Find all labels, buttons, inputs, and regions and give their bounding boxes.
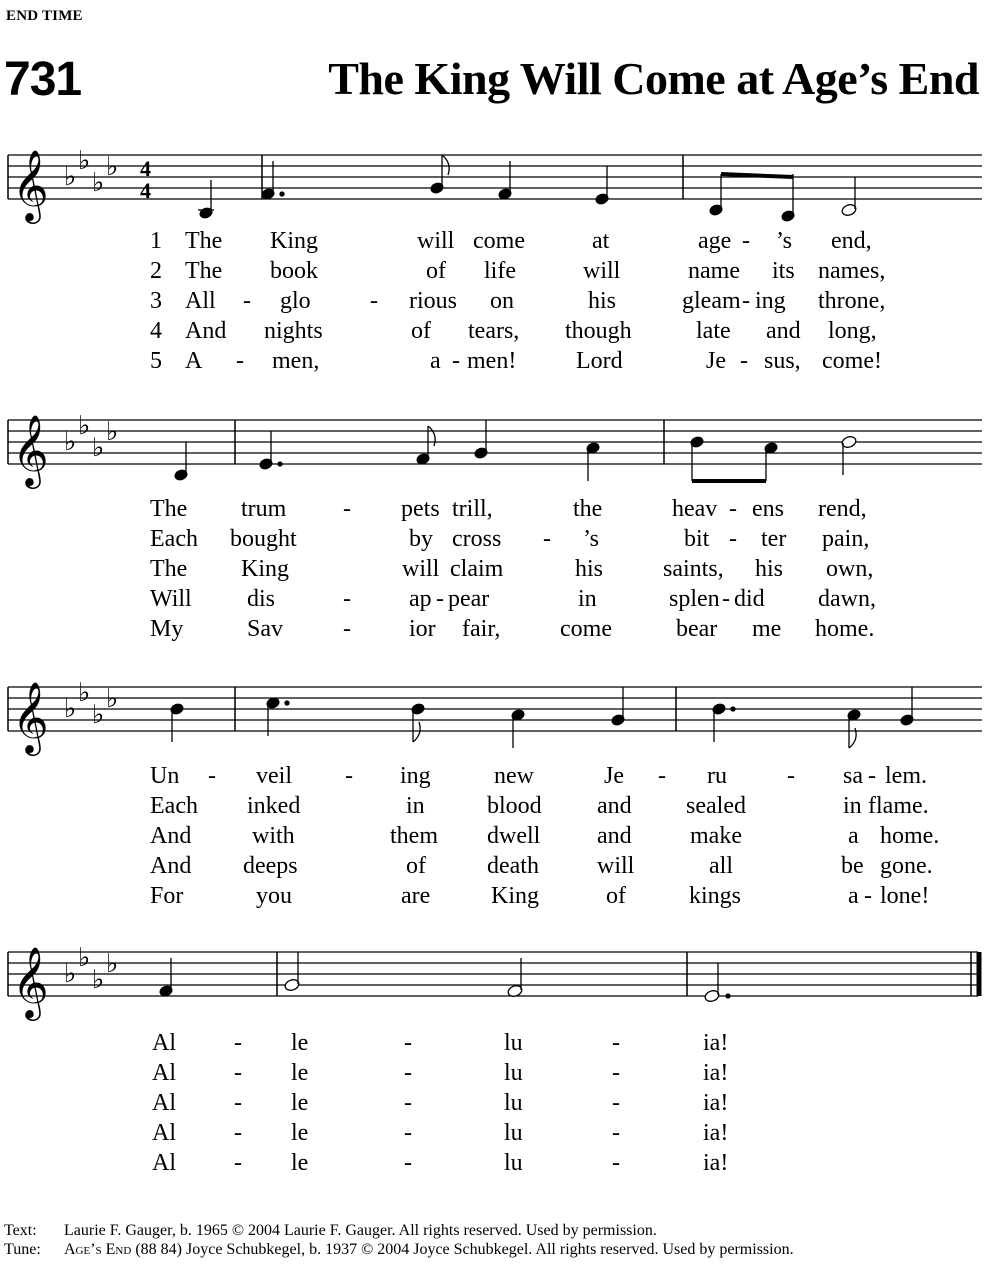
lyric-syllable: ap (409, 586, 432, 612)
lyric-syllable: lu (504, 1030, 523, 1056)
lyric-syllable: - (612, 1060, 620, 1086)
lyric-syllable: Sav (247, 616, 283, 642)
lyric-syllable: The (185, 258, 223, 284)
lyric-syllable: glo (280, 288, 311, 314)
lyric-syllable: 1 (150, 228, 162, 254)
lyric-syllable: - (234, 1030, 242, 1056)
lyric-syllable: The (150, 556, 188, 582)
svg-text:♭: ♭ (78, 678, 91, 708)
lyric-syllable: bought (230, 526, 297, 552)
lyric-syllable: le (291, 1090, 309, 1116)
lyric-syllable: at (592, 228, 610, 254)
lyric-syllable: - (234, 1150, 242, 1176)
lyric-syllable: And (150, 823, 192, 849)
lyric-syllable: - (868, 763, 876, 789)
lyric-syllable: blood (487, 793, 542, 819)
tune-credit-value: (88 84) Joyce Schubkegel, b. 1937 © 2004 Joyce Schubkegel. All rights reserved. Used by permission. (131, 1241, 794, 1258)
svg-text:4: 4 (140, 178, 151, 203)
hymn-number: 731 (4, 53, 82, 106)
lyric-syllable: le (291, 1120, 309, 1146)
treble-clef-icon: 𝄞 (12, 148, 49, 221)
lyric-syllable: a (848, 883, 859, 909)
lyric-syllable: ing (400, 763, 431, 789)
lyric-syllable: Al (152, 1090, 176, 1116)
lyric-syllable: sa (843, 763, 863, 789)
lyric-syllable: his (575, 556, 604, 582)
lyric-syllable: - (612, 1030, 620, 1056)
lyric-syllable: - (343, 616, 351, 642)
lyric-syllable: Un (150, 763, 180, 789)
tune-name: Age’s End (64, 1241, 132, 1258)
lyric-syllable: lu (504, 1150, 523, 1176)
lyric-syllable: a (848, 823, 859, 849)
lyric-syllable: King (270, 228, 318, 254)
lyric-syllable: own, (826, 556, 874, 582)
lyric-syllable: And (150, 853, 192, 879)
lyric-syllable: a (430, 348, 441, 374)
lyric-syllable: with (252, 823, 295, 849)
lyric-syllable: Al (152, 1150, 176, 1176)
lyric-syllable: claim (450, 556, 504, 582)
staff-system-1 (0, 140, 987, 240)
lyric-syllable: end, (831, 228, 872, 254)
lyric-syllable: men, (272, 348, 320, 374)
svg-text:♭: ♭ (78, 146, 91, 176)
lyric-syllable: ia! (703, 1090, 729, 1116)
lyric-syllable: le (291, 1150, 309, 1176)
lyric-syllable: ia! (703, 1120, 729, 1146)
svg-text:♭: ♭ (64, 162, 77, 192)
svg-text:♭: ♭ (92, 433, 105, 463)
svg-text:♭: ♭ (64, 694, 77, 724)
lyric-syllable: - (404, 1090, 412, 1116)
lyric-syllable: - (722, 586, 730, 612)
lyric-syllable: King (241, 556, 289, 582)
lyric-syllable: all (709, 853, 733, 879)
lyric-syllable: names, (818, 258, 886, 284)
lyric-syllable: and (766, 318, 801, 344)
lyric-syllable: Each (150, 793, 198, 819)
lyric-syllable: ia! (703, 1060, 729, 1086)
lyric-syllable: - (543, 526, 551, 552)
time-signature (140, 156, 151, 203)
lyric-syllable: Each (150, 526, 198, 552)
treble-clef-icon: 𝄞 (12, 413, 49, 486)
svg-text:♭: ♭ (78, 943, 91, 973)
lyric-syllable: - (343, 586, 351, 612)
lyric-syllable: deeps (243, 853, 298, 879)
lyric-syllable: ia! (703, 1150, 729, 1176)
lyric-syllable: late (696, 318, 731, 344)
hymn-title: The King Will Come at Age’s End (328, 53, 979, 104)
lyric-syllable: - (208, 763, 216, 789)
lyric-syllable: Lord (576, 348, 623, 374)
lyric-syllable: name (688, 258, 740, 284)
lyric-syllable: dwell (487, 823, 541, 849)
lyric-syllable: home. (815, 616, 875, 642)
lyric-syllable: My (150, 616, 184, 642)
lyric-syllable: men! (467, 348, 517, 374)
lyric-syllable: - (404, 1030, 412, 1056)
text-credit-label: Text: (4, 1222, 37, 1239)
lyric-syllable: in (406, 793, 425, 819)
lyric-syllable: - (234, 1060, 242, 1086)
section-label: END TIME (6, 8, 83, 24)
lyric-syllable: them (390, 823, 438, 849)
lyric-syllable: by (409, 526, 433, 552)
lyric-syllable: And (185, 318, 227, 344)
notes-system-3 (170, 687, 914, 748)
lyric-syllable: fair, (462, 616, 501, 642)
lyric-syllable: - (740, 348, 748, 374)
tune-credit (4, 1241, 794, 1259)
lyric-syllable: you (256, 883, 292, 909)
lyric-syllable: and (597, 793, 632, 819)
lyric-syllable: death (487, 853, 539, 879)
lyric-syllable: ru (707, 763, 727, 789)
lyric-syllable: his (755, 556, 784, 582)
lyric-syllable: book (270, 258, 318, 284)
lyric-syllable: of (426, 258, 446, 284)
lyric-syllable: his (588, 288, 617, 314)
treble-clef-icon: 𝄞 (12, 680, 49, 753)
lyric-syllable: the (573, 496, 603, 522)
treble-clef-icon: 𝄞 (12, 945, 49, 1018)
lyric-syllable: kings (689, 883, 742, 909)
notes-system-1 (198, 155, 857, 222)
lyric-syllable: in (843, 793, 862, 819)
lyric-syllable: le (291, 1060, 309, 1086)
lyric-syllable: ing (755, 288, 786, 314)
lyric-syllable: rend, (818, 496, 867, 522)
lyric-syllable: - (787, 763, 795, 789)
lyric-syllable: lu (504, 1090, 523, 1116)
lyric-syllable: - (612, 1090, 620, 1116)
lyric-syllable: sus, (764, 348, 801, 374)
lyric-syllable: dis (247, 586, 276, 612)
lyric-syllable: - (370, 288, 378, 314)
lyric-syllable: 3 (150, 288, 162, 314)
lyric-syllable: A (185, 348, 203, 374)
lyric-syllable: in (578, 586, 597, 612)
lyric-syllable: long, (828, 318, 877, 344)
lyric-syllable: The (150, 496, 188, 522)
staff-system-4 (0, 937, 987, 1037)
lyric-syllable: - (436, 586, 444, 612)
lyric-syllable: will (402, 556, 440, 582)
lyric-syllable: of (606, 883, 626, 909)
lyric-syllable: ’s (583, 526, 600, 552)
lyric-syllable: of (406, 853, 426, 879)
lyric-syllable: bear (676, 616, 718, 642)
lyric-syllable: 2 (150, 258, 162, 284)
lyric-syllable: Al (152, 1120, 176, 1146)
lyric-syllable: make (690, 823, 742, 849)
lyric-syllable: bit (684, 526, 710, 552)
staff-system-2 (0, 405, 987, 505)
lyric-syllable: - (345, 763, 353, 789)
lyric-syllable: - (234, 1090, 242, 1116)
svg-text:♭: ♭ (92, 168, 105, 198)
lyric-syllable: Je (604, 763, 624, 789)
lyric-syllable: trill, (452, 496, 493, 522)
text-credit-value: Laurie F. Gauger, b. 1965 © 2004 Laurie F. Gauger. All rights reserved. Used by permission. (64, 1222, 657, 1239)
lyric-syllable: - (243, 288, 251, 314)
lyric-syllable: its (772, 258, 795, 284)
key-signature-flats (64, 678, 118, 730)
lyric-syllable: lem. (885, 763, 927, 789)
key-signature-flats (64, 943, 118, 995)
lyric-syllable: Al (152, 1060, 176, 1086)
lyric-syllable: lone! (880, 883, 930, 909)
svg-text:♭: ♭ (78, 411, 91, 441)
lyric-syllable: ior (409, 616, 436, 642)
lyric-syllable: rious (409, 288, 457, 314)
lyric-syllable: nights (264, 318, 323, 344)
lyric-syllable: of (411, 318, 431, 344)
lyric-syllable: life (484, 258, 516, 284)
lyric-syllable: inked (247, 793, 301, 819)
lyric-syllable: throne, (818, 288, 886, 314)
lyric-syllable: come! (822, 348, 882, 374)
lyric-syllable: - (612, 1150, 620, 1176)
lyric-syllable: will (417, 228, 455, 254)
lyric-syllable: pets (401, 496, 440, 522)
lyric-syllable: The (185, 228, 223, 254)
lyric-syllable: - (729, 526, 737, 552)
lyric-syllable: and (597, 823, 632, 849)
lyric-syllable: King (491, 883, 539, 909)
lyric-syllable: on (490, 288, 514, 314)
lyric-syllable: 5 (150, 348, 162, 374)
lyric-syllable: - (612, 1120, 620, 1146)
lyric-syllable: Al (152, 1030, 176, 1056)
lyric-syllable: 4 (150, 318, 162, 344)
svg-text:♭: ♭ (92, 965, 105, 995)
lyric-syllable: ia! (703, 1030, 729, 1056)
svg-text:♭: ♭ (64, 959, 77, 989)
lyric-syllable: pain, (822, 526, 870, 552)
lyric-syllable: Will (150, 586, 192, 612)
lyric-syllable: - (742, 288, 750, 314)
notes-system-2 (174, 420, 857, 481)
lyric-syllable: - (234, 1120, 242, 1146)
lyric-syllable: home. (880, 823, 940, 849)
lyric-syllable: cross (452, 526, 502, 552)
lyric-syllable: trum (241, 496, 287, 522)
lyric-syllable: - (404, 1060, 412, 1086)
lyric-syllable: - (742, 228, 750, 254)
svg-text:♭: ♭ (92, 700, 105, 730)
tune-credit-label: Tune: (4, 1241, 41, 1258)
lyric-syllable: - (404, 1150, 412, 1176)
lyric-syllable: le (291, 1030, 309, 1056)
svg-text:♭: ♭ (106, 684, 119, 714)
key-signature-flats (64, 411, 118, 463)
lyric-syllable: - (452, 348, 460, 374)
lyric-syllable: gleam (682, 288, 741, 314)
lyric-syllable: sealed (686, 793, 746, 819)
lyric-syllable: pear (448, 586, 490, 612)
svg-text:♭: ♭ (64, 427, 77, 457)
lyric-syllable: splen (669, 586, 720, 612)
lyric-syllable: - (343, 496, 351, 522)
lyric-syllable: come (560, 616, 612, 642)
lyric-syllable: lu (504, 1120, 523, 1146)
lyric-syllable: - (404, 1120, 412, 1146)
lyric-syllable: heav (672, 496, 718, 522)
staff-system-3 (0, 672, 987, 772)
lyric-syllable: lu (504, 1060, 523, 1086)
lyric-syllable: - (729, 496, 737, 522)
lyric-syllable: All (185, 288, 216, 314)
lyric-syllable: - (658, 763, 666, 789)
lyric-syllable: ter (761, 526, 787, 552)
svg-text:♭: ♭ (106, 417, 119, 447)
lyric-syllable: though (565, 318, 632, 344)
lyric-syllable: - (236, 348, 244, 374)
text-credit (4, 1222, 657, 1240)
lyric-syllable: will (583, 258, 621, 284)
lyric-syllable: new (494, 763, 534, 789)
lyric-syllable: For (150, 883, 184, 909)
lyric-syllable: come (473, 228, 525, 254)
lyric-syllable: Je (706, 348, 726, 374)
lyric-syllable: ’s (776, 228, 793, 254)
key-signature-flats (64, 146, 118, 198)
svg-text:♭: ♭ (106, 152, 119, 182)
lyric-syllable: gone. (880, 853, 933, 879)
lyric-syllable: age (698, 228, 732, 254)
lyric-syllable: saints, (663, 556, 724, 582)
lyric-syllable: are (401, 883, 431, 909)
svg-text:♭: ♭ (106, 949, 119, 979)
lyric-syllable: will (597, 853, 635, 879)
svg-text:4: 4 (140, 156, 151, 181)
lyric-syllable: - (864, 883, 872, 909)
lyric-syllable: be (841, 853, 864, 879)
lyric-syllable: tears, (468, 318, 520, 344)
lyric-syllable: flame. (868, 793, 929, 819)
lyric-syllable: ens (752, 496, 784, 522)
lyric-syllable: veil (256, 763, 292, 789)
lyric-syllable: did (734, 586, 765, 612)
lyric-syllable: me (752, 616, 782, 642)
lyric-syllable: dawn, (818, 586, 876, 612)
